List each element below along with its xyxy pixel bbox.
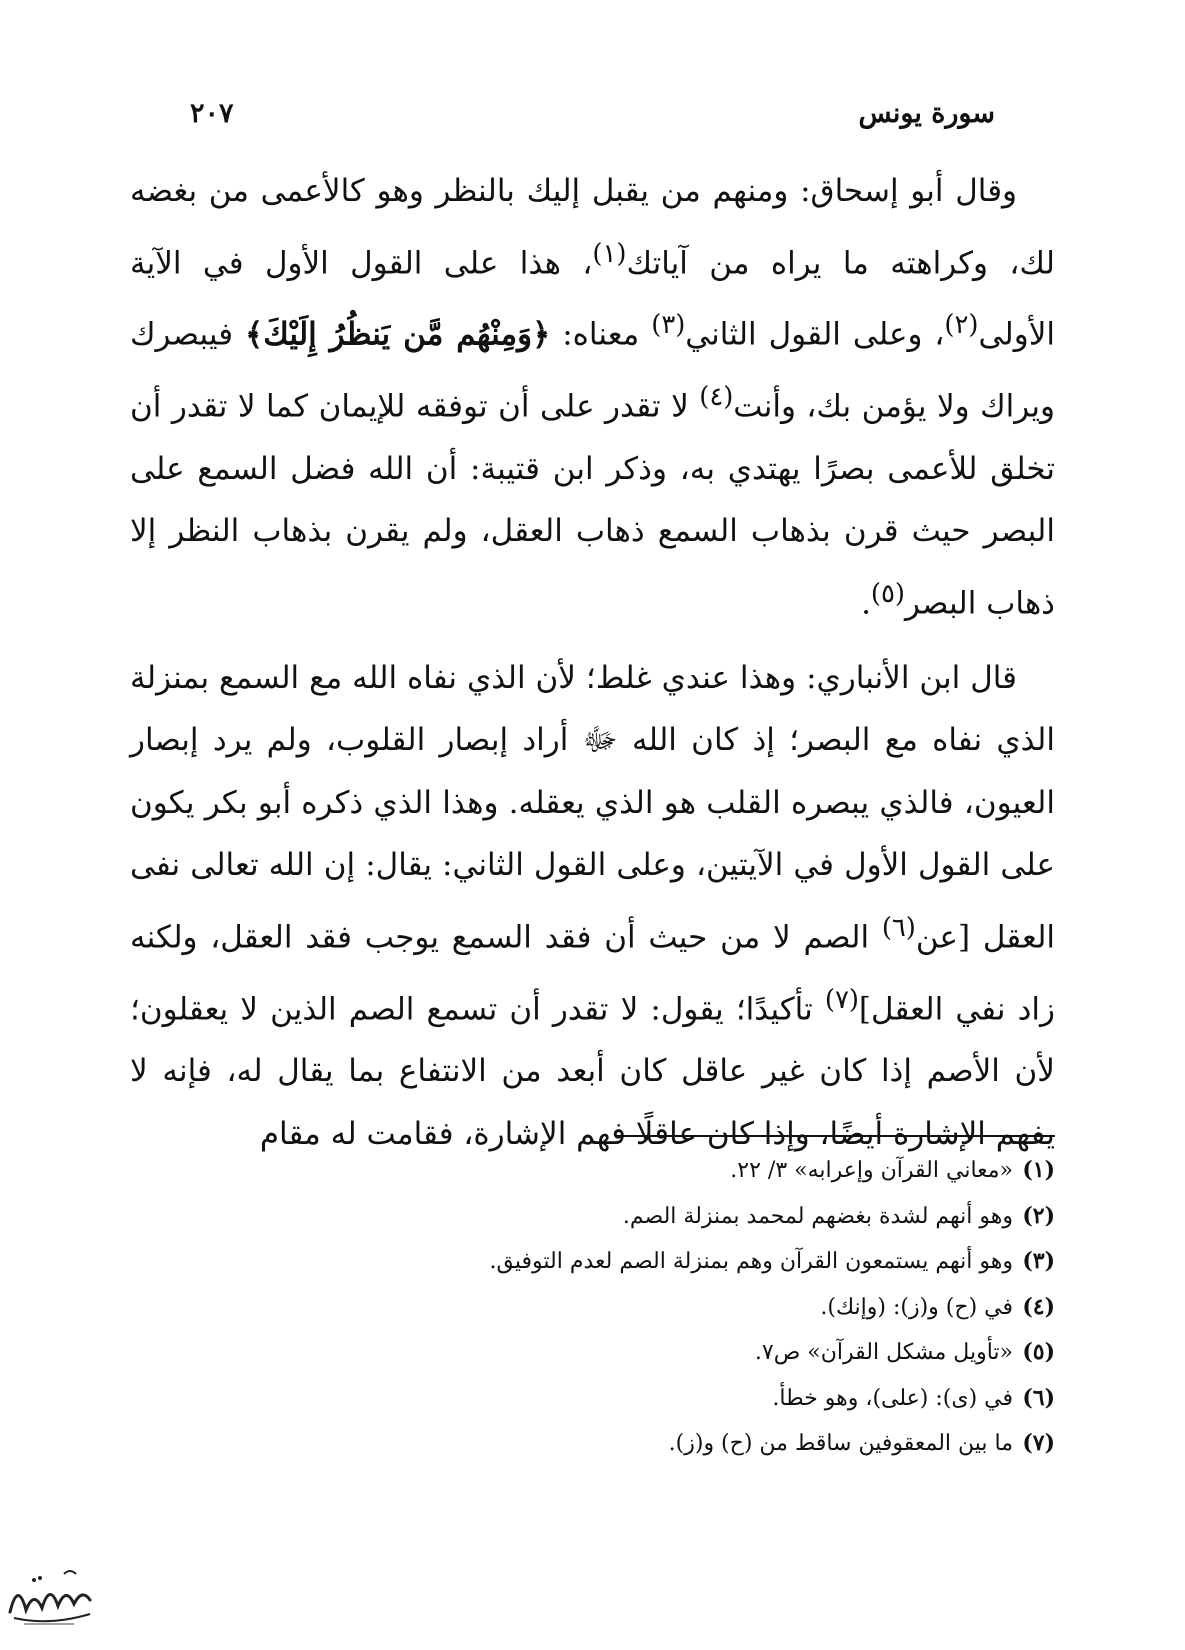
text-segment: ، وعلى القول الثاني — [685, 316, 945, 353]
paragraph-2 — [130, 647, 1055, 1166]
footnote-separator — [615, 1135, 1055, 1137]
publisher-stamp-logo — [4, 1560, 96, 1632]
footnote-ref-2: (٢) — [944, 310, 979, 341]
footnote-text: ما بين المعقوفين ساقط من (ح) و(ز). — [668, 1431, 1013, 1456]
text-segment: ، هذا على القول الأول في الآية الأولى — [130, 244, 1055, 353]
footnote-text: «تأويل مشكل القرآن» ص٧. — [754, 1340, 1013, 1365]
footnote-text: في (ح) و(ز): (وإنك). — [820, 1294, 1013, 1320]
footnote-text: في (ى): (على)، وهو خطأ. — [772, 1385, 1013, 1411]
footnote-text: «معاني القرآن وإعرابه» ٣/ ٢٢. — [730, 1158, 1013, 1183]
footnote-text: وهو أنهم لشدة بغضهم لمحمد بمنزلة الصم. — [622, 1203, 1013, 1229]
footnote-number: (٢) — [1022, 1202, 1055, 1229]
text-segment: فيبصرك ويراك ولا يؤمن بك، وأنت — [130, 316, 1055, 425]
page-number: ٢٠٧ — [190, 97, 234, 129]
footnote-item — [130, 1148, 1055, 1194]
text-segment: . — [861, 585, 871, 622]
footnote-ref-5: (٥) — [870, 578, 905, 609]
text-segment: قال ابن الأنباري: وهذا عندي غلط؛ لأن الذي نفاه الله مع السمع بمنزلة الذي نفاه مع البصر؛ إذ كان الله ﷻ أراد إبصار القلوب، ولم يرد إبصار العيون، فالذي يبصره القلب هو الذي يعقله. وهذا الذي ذكره أبو بكر يكون على القول الأول في الآيتين، وعلى القول الثاني: يقال: إن الله تعالى نفى العقل [عن — [130, 659, 1056, 956]
footnote-ref-4: (٤) — [699, 382, 734, 413]
footnote-number: (١) — [1022, 1157, 1055, 1183]
text-segment: معناه: — [550, 316, 652, 353]
footnote-ref-6: (٦) — [881, 912, 916, 943]
footnote-number: (٣) — [1022, 1248, 1055, 1274]
footnote-ref-1: (١) — [592, 238, 627, 269]
footnote-number: (٤) — [1022, 1293, 1055, 1320]
page-header — [190, 88, 995, 138]
footnote-item — [130, 1194, 1055, 1240]
footnote-number: (٧) — [1022, 1430, 1055, 1456]
text-segment: لا تقدر على أن توفقه للإيمان كما لا تقدر أن تخلق للأعمى بصرًا يهتدي به، وذكر ابن قتيبة: أن الله فضل السمع على البصر حيث قرن بذهاب السمع ذهاب العقل، ولم يقرن بذهاب النظر إلا ذهاب البصر — [130, 388, 1055, 622]
paragraph-1 — [130, 160, 1055, 635]
surah-title: سورة يونس — [858, 97, 995, 129]
footnote-text: وهو أنهم يستمعون القرآن وهم بمنزلة الصم لعدم التوفيق. — [489, 1249, 1013, 1274]
footnote-item — [130, 1285, 1055, 1331]
footnote-item — [130, 1330, 1055, 1376]
footnote-number: (٥) — [1022, 1339, 1055, 1365]
quran-quote: ﴿وَمِنْهُم مَّن يَنظُرُ إِلَيْكَ﴾ — [245, 316, 551, 353]
text-segment: وقال أبو إسحاق: ومنهم من يقبل إليك بالنظر وهو كالأعمى من بغضه لك، وكراهته ما يراه من آياتك — [130, 173, 1055, 281]
main-text — [130, 160, 1055, 1177]
footnote-number: (٦) — [1022, 1384, 1055, 1411]
footnotes-list — [130, 1148, 1055, 1467]
footnote-ref-7: (٧) — [824, 984, 859, 1015]
text-segment: تأكيدًا؛ يقول: لا تقدر أن تسمع الصم الذين لا يعقلون؛ لأن الأصم إذا كان غير عاقل كان أبعد من الانتفاع بما يقال له، فإنه لا يفهم الإشارة أيضًا، وإذا كان عاقلًا فهم الإشارة، فقامت له مقام — [130, 990, 1055, 1152]
footnote-item — [130, 1239, 1055, 1285]
footnote-item — [130, 1421, 1055, 1467]
footnote-ref-3: (٣) — [651, 310, 686, 341]
text-segment: الصم لا من حيث أن فقد السمع يوجب فقد العقل، ولكنه زاد نفي العقل] — [130, 919, 1055, 1027]
footnote-item — [130, 1376, 1055, 1422]
